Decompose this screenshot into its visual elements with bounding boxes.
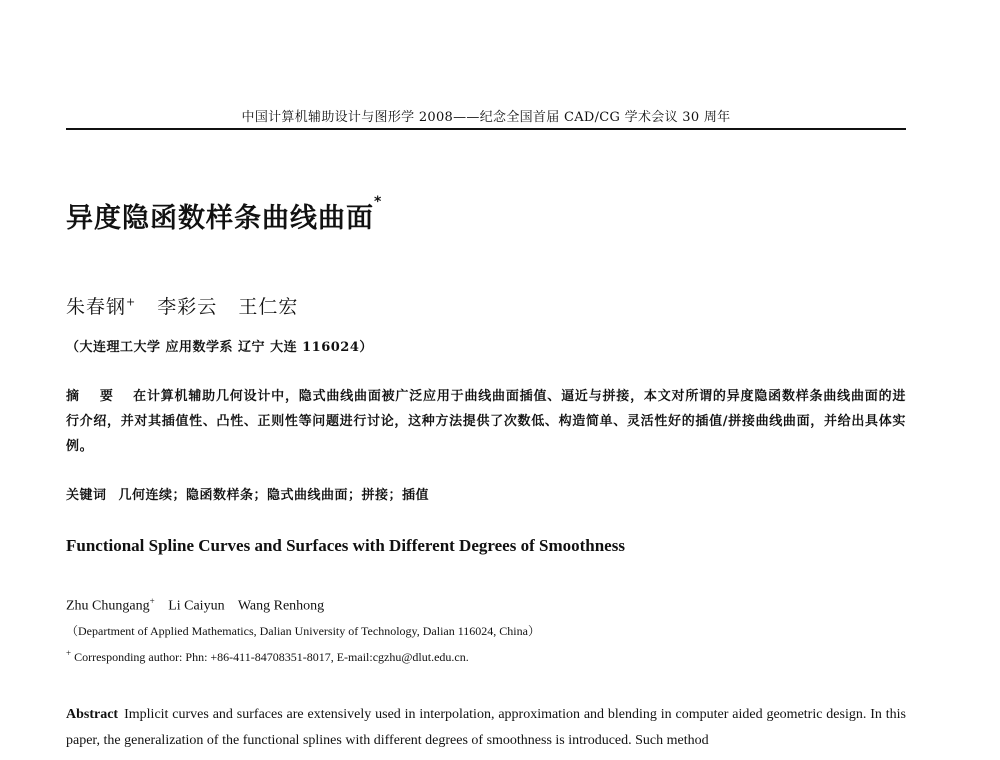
affiliation-chinese: （大连理工大学 应用数学系 辽宁 大连 116024） <box>66 340 373 355</box>
title-footnote-mark: * <box>374 194 383 210</box>
title-chinese-text: 异度隐函数样条曲线曲面 <box>66 203 374 234</box>
author-en-1-mark: + <box>149 596 155 606</box>
corresponding-text: Corresponding author: Phn: +86-411-84708351-8017, E-mail:cgzhu@dlut.edu.cn. <box>74 650 469 664</box>
keywords-chinese <box>66 484 906 503</box>
author-en-1: Zhu Chungang <box>66 598 150 614</box>
affiliation-english: （Department of Applied Mathematics, Dalian University of Technology, Dalian 116024, China） <box>66 624 540 638</box>
header-rule <box>66 128 906 130</box>
abstract-chinese <box>66 384 906 459</box>
author-cn-1-mark: + <box>126 295 137 309</box>
title-english: Functional Spline Curves and Surfaces with Different Degrees of Smoothness <box>66 536 625 555</box>
keywords-cn-label: 关键词 <box>66 488 107 503</box>
author-cn-1: 朱春钢 <box>66 296 127 318</box>
author-en-3: Wang Renhong <box>237 598 325 614</box>
corresponding-author <box>66 648 469 665</box>
abstract-cn-text: 在计算机辅助几何设计中，隐式曲线曲面被广泛应用于曲线曲面插值、逼近与拼接，本文对所谓的异度隐函数样条曲线曲面的进行介绍，并对其插值性、凸性、正则性等问题进行讨论，这种方法提供了次数低、构造简单、灵活性好的插值/拼接曲线曲面，并给出具体实例。 <box>66 389 906 454</box>
keywords-cn-text: 几何连续；隐函数样条；隐式曲线曲面；拼接；插值 <box>118 488 430 503</box>
authors-english <box>66 596 324 615</box>
abstract-en-text: Implicit curves and surfaces are extensively used in interpolation, approximation and blending in computer aided geometric design. In this paper, the generalization of the functional splines with different degrees of smoothness is introduced. Such method <box>66 707 906 748</box>
abstract-english <box>66 702 906 754</box>
abstract-cn-label: 摘 要 <box>66 389 122 404</box>
author-cn-2: 李彩云 <box>157 296 218 318</box>
corresponding-mark: + <box>66 648 72 658</box>
author-en-2: Li Caiyun <box>168 598 225 614</box>
running-header: 中国计算机辅助设计与图形学 2008——纪念全国首届 CAD/CG 学术会议 30 周年 <box>241 110 731 125</box>
author-cn-3: 王仁宏 <box>238 296 299 318</box>
abstract-en-label: Abstract <box>66 707 119 722</box>
authors-chinese <box>66 292 298 319</box>
title-chinese <box>66 196 382 235</box>
